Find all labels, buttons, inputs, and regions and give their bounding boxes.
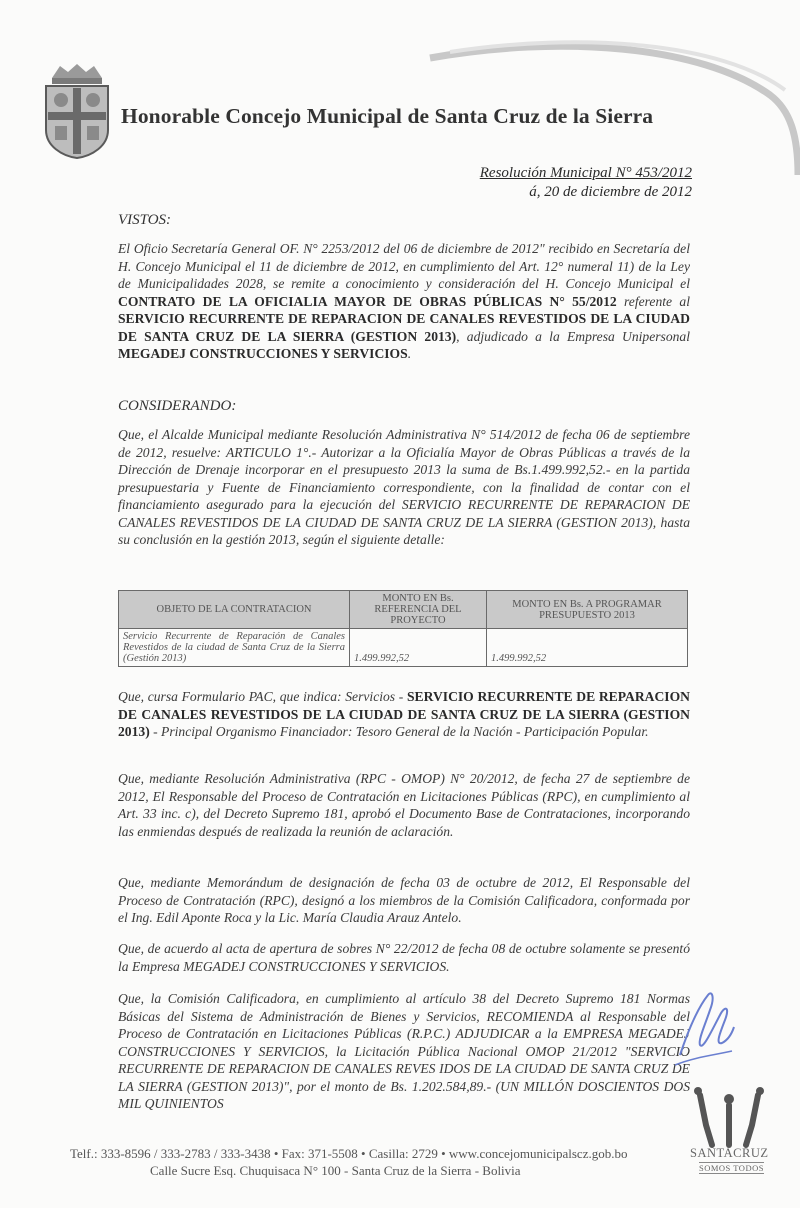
table-header-monto-programar: MONTO EN Bs. A PROGRAMAR PRESUPUESTO 2013 xyxy=(487,591,688,629)
table-header-objeto: OBJETO DE LA CONTRATACION xyxy=(119,591,350,629)
considerando-paragraph-6: Que, la Comisión Calificadora, en cumplimiento al artículo 38 del Decreto Supremo 181 Normas Básicas del Sistema de Administración de Bienes y Servicios, RECOMIENDA al Responsable del Proceso de Contratación en Licitaciones Públicas (R.P.C.) ADJUDICAR a la EMPRESA MEGADEJ CONSTRUCCIONES Y SERVICIOS, la Licitación Pública Nacional OMOP 21/2012 "SERVICIO RECURRENTE DE REPARACION DE CANALES REVES IDOS DE LA CIUDAD DE SANTA CRUZ DE LA SIERRA (GESTION 2013)", por el monto de Bs. 1.202.584,89.- (UN MILLÓN DOSCIENTOS DOS MIL QUINIENTOS xyxy=(118,991,690,1111)
footer-address: Calle Sucre Esq. Chuquisaca N° 100 - Santa Cruz de la Sierra - Bolivia xyxy=(150,1163,521,1178)
considerando-paragraph-3: Que, mediante Resolución Administrativa (RPC - OMOP) N° 20/2012, de fecha 27 de septiembre de 2012, El Responsable del Proceso de Contratación en Licitaciones Públicas (RPC), en cumplimiento al Art. 33 inc. c), del Decreto Supremo 181, aprobó el Documento Base de Contrataciones, incorporando las enmiendas después de realizada la reunión de aclaración. xyxy=(118,771,690,839)
considerando-paragraph-5: Que, de acuerdo al acta de apertura de sobres N° 22/2012 de fecha 08 de octubre solamente se presentó la Empresa MEGADEJ CONSTRUCCIONES Y SERVICIOS. xyxy=(118,941,690,974)
considerando-paragraph-4: Que, mediante Memorándum de designación de fecha 03 de octubre de 2012, El Responsable del Proceso de Contratación (RPC), designó a los miembros de la Comisión Calificadora, conformada por el Ing. Edil Aponte Roca y la Lic. María Claudia Arauz Antelo. xyxy=(118,875,690,925)
logo-tagline: SOMOS TODOS xyxy=(699,1163,764,1173)
vistos-heading: VISTOS: xyxy=(118,212,172,228)
table-row xyxy=(119,629,688,667)
vistos-paragraph: El Oficio Secretaría General OF. N° 2253/2012 del 06 de diciembre de 2012" recibido en Secretaría del H. Concejo Municipal el 11 de diciembre de 2012, en cumplimiento del Art. 12° numeral 11) de la Ley de Municipalidades 2028, se remite a conocimiento y consideración del H. Concejo Municipal el CONTRATO DE LA OFICIALIA MAYOR DE OBRAS PÚBLICAS N° 55/2012 referente al SERVICIO RECURRENTE DE REPARACION DE CANALES REVESTIDOS DE LA CIUDAD DE SANTA CRUZ DE LA SIERRA (GESTION 2013), adjudicado a la Empresa Unipersonal MEGADEJ CONSTRUCCIONES Y SERVICIOS. xyxy=(118,241,690,361)
organization-title: Honorable Concejo Municipal de Santa Cruz de la Sierra xyxy=(121,104,654,128)
signature-mark xyxy=(670,985,740,1075)
resolution-date: á, 20 de diciembre de 2012 xyxy=(529,184,692,200)
table-cell-monto-programar: 1.499.992,52 xyxy=(487,629,688,667)
logo-name: SANTACRUZ xyxy=(690,1146,769,1160)
resolution-number: Resolución Municipal N° 453/2012 xyxy=(479,165,692,181)
budget-detail-table xyxy=(118,590,688,667)
considerando-paragraph-2: Que, cursa Formulario PAC, que indica: Servicios - SERVICIO RECURRENTE DE REPARACION DE CANALES REVESTIDOS DE LA CIUDAD DE SANTA CRUZ DE LA SIERRA (GESTION 2013) - Principal Organismo Financiador: Tesoro General de la Nación - Participación Popular. xyxy=(118,689,690,739)
table-cell-monto-referencia: 1.499.992,52 xyxy=(350,629,487,667)
table-header-monto-referencia: MONTO EN Bs. REFERENCIA DEL PROYECTO xyxy=(350,591,487,629)
considerando-paragraph-1: Que, el Alcalde Municipal mediante Resolución Administrativa N° 514/2012 de fecha 06 de septiembre de 2012, resuelve: ARTICULO 1°.- Autorizar a la Oficialía Mayor de Obras Públicas a través de la Dirección de Drenaje incorporar en el presupuesto 2013 la suma de Bs.1.499.992,52.- en la partida presupuestaria y Fuente de Financiamiento correspondiente, con la finalidad de contar con el financiamiento asegurado para la ejecución del SERVICIO RECURRENTE DE REPARACION DE CANALES REVESTIDOS DE LA CIUDAD DE SANTA CRUZ DE LA SIERRA (GESTION 2013), hasta su conclusión en la gestión 2013, según el siguiente detalle: xyxy=(118,427,690,547)
table-header-row xyxy=(119,591,688,629)
considerando-heading: CONSIDERANDO: xyxy=(118,398,237,414)
footer-contact: Telf.: 333-8596 / 333-2783 / 333-3438 • Fax: 371-5508 • Casilla: 2729 • www.concejomunicipalscz.gob.bo xyxy=(70,1146,628,1161)
table-cell-objeto: Servicio Recurrente de Reparación de Canales Revestidos de la ciudad de Santa Cruz de la Sierra (Gestión 2013) xyxy=(119,629,350,667)
coat-of-arms-icon xyxy=(40,60,114,160)
